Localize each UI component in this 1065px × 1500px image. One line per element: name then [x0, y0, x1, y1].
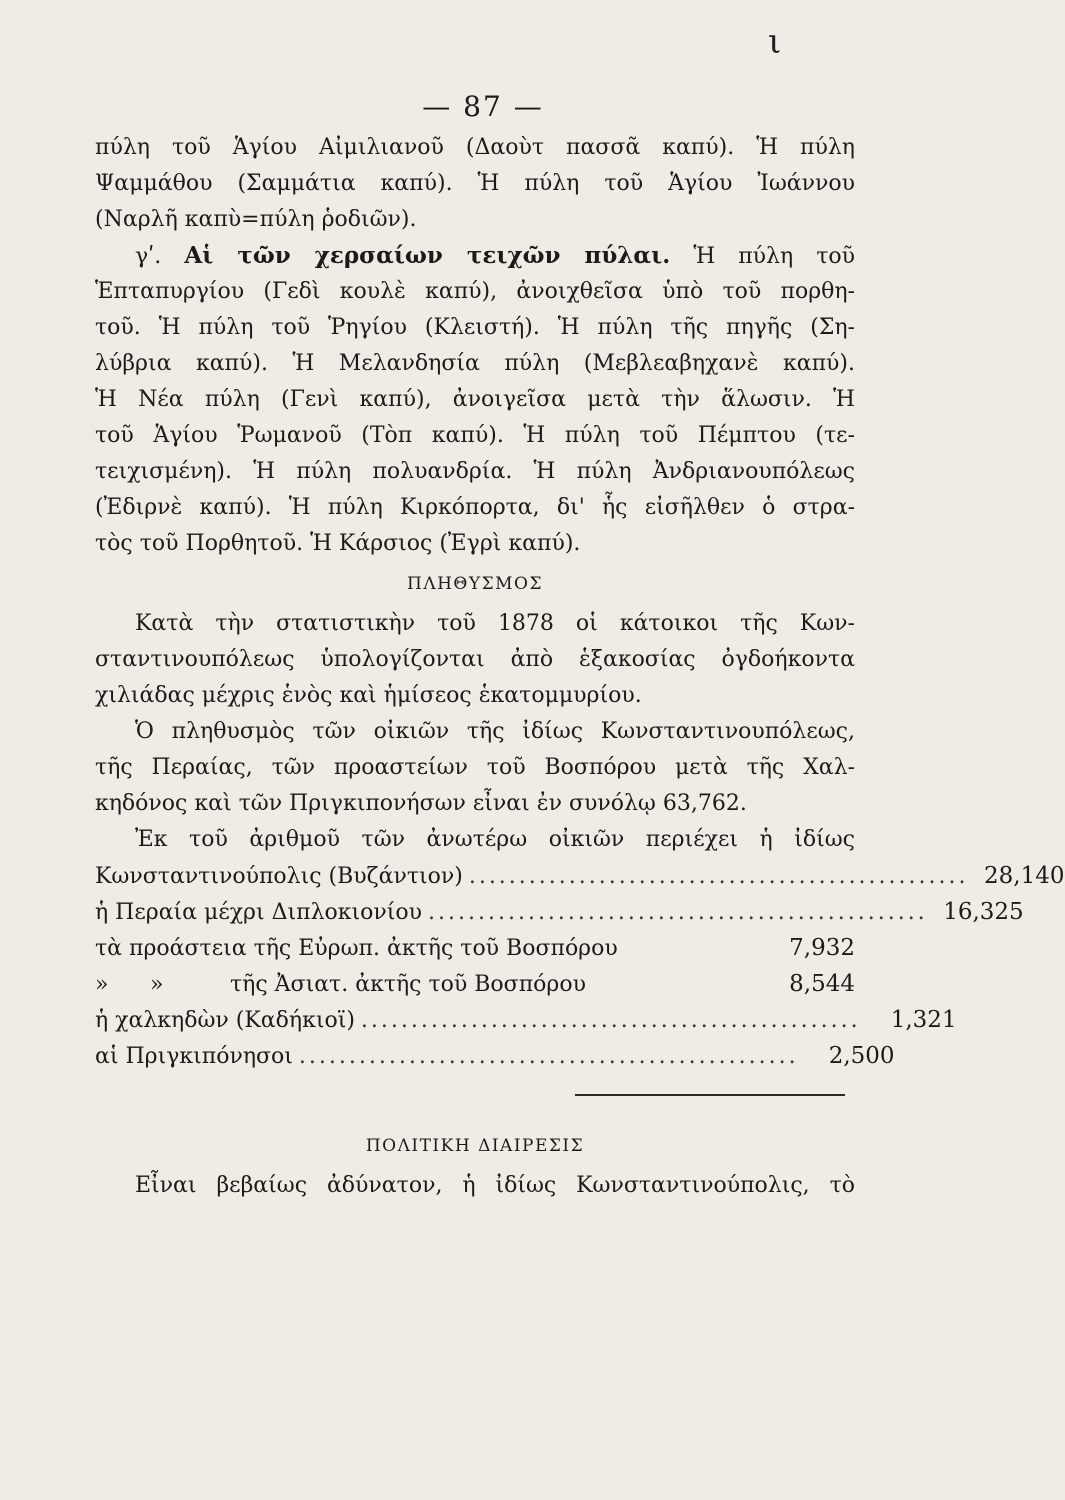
section-c-first-rest: Ἡ πύλη τοῦ	[693, 244, 856, 269]
text-line: τοῦ. Ἡ πύλη τοῦ Ῥηγίου (Κλειστή). Ἡ πύλη τῆς πηγῆς (Ση-	[95, 315, 855, 340]
row-value: 1,321	[890, 1007, 957, 1033]
row-value: 8,544	[789, 971, 855, 997]
row-label: ἡ Περαία μέχρι Διπλοκιονίου	[95, 900, 423, 925]
text-line: (Ναρλῆ καπὺ=πύλη ῥοδιῶν).	[95, 207, 417, 232]
text-line: τοῦ Ἁγίου Ῥωμανοῦ (Τὸπ καπύ). Ἡ πύλη τοῦ Πέμπτου (τε-	[95, 423, 855, 448]
heading-division: ΠΟΛΙΤΙΚΗ ΔΙΑΙΡΕΣΙΣ	[365, 1136, 585, 1156]
text-line: Κατὰ τὴν στατιστικὴν τοῦ 1878 οἱ κάτοικοι τῆς Κων-	[135, 611, 855, 636]
ditto-mark: »	[95, 972, 109, 997]
text-line: τὸς τοῦ Πορθητοῦ. Ἡ Κάρσιος (Ἐγρὶ καπύ).	[95, 531, 581, 556]
section-c-title-line	[95, 238, 855, 274]
table-row	[95, 894, 1024, 930]
corner-mark: ι	[768, 22, 782, 62]
row-label: » » τῆς Ἀσιατ. ἀκτῆς τοῦ Βοσπόρου	[95, 967, 586, 1003]
row-value: 28,140	[984, 863, 1065, 889]
row-value: 16,325	[943, 899, 1024, 925]
section-c-title: Αἱ τῶν χερσαίων τειχῶν πύλαι.	[184, 242, 671, 269]
row-value: 7,932	[789, 935, 855, 961]
text-line: Ἐκ τοῦ ἀριθμοῦ τῶν ἀνωτέρω οἰκιῶν περιέχει ἡ ἰδίως	[135, 827, 855, 852]
row-label: τὰ προάστεια τῆς Εὐρωπ. ἀκτῆς τοῦ Βοσπόρου	[95, 936, 618, 961]
leader-dots: ..................................................	[428, 900, 928, 925]
page-number: — 87 —	[422, 90, 544, 123]
leader-dots: ..................................................	[468, 864, 969, 889]
section-c-prefix: γʹ.	[135, 244, 162, 269]
text-line: Εἶναι βεβαίως ἀδύνατον, ἡ ἰδίως Κωνσταντινούπολις, τὸ	[135, 1173, 855, 1198]
houses-table	[95, 858, 1065, 1074]
page-body	[95, 130, 1065, 1204]
text-line: τῆς Περαίας, τῶν προαστείων τοῦ Βοσπόρου μετὰ τῆς Χαλ-	[95, 755, 855, 780]
text-line: τειχισμένη). Ἡ πύλη πολυανδρία. Ἡ πύλη Ἀνδριανουπόλεως	[95, 459, 855, 484]
total-rule	[575, 1094, 845, 1096]
table-row	[95, 930, 855, 966]
text-line: λύβρια καπύ). Ἡ Μελανδησία πύλη (Μεβλεαβηχανὲ καπύ).	[95, 351, 855, 376]
text-line: (Ἐδιρνὲ καπύ). Ἡ πύλη Κιρκόπορτα, δι' ἧς εἰσῆλθεν ὁ στρα-	[95, 495, 855, 520]
table-row	[95, 966, 855, 1002]
text-line: Ἑπταπυργίου (Γεδὶ κουλὲ καπύ), ἀνοιχθεῖσα ὑπὸ τοῦ πορθη-	[95, 279, 855, 304]
text-line: χιλιάδας μέχρις ἑνὸς καὶ ἡμίσεος ἑκατομμυρίου.	[95, 683, 642, 708]
row-label: ἡ χαλκηδὼν (Καδήκιοϊ)	[95, 1008, 355, 1033]
table-row	[95, 1038, 895, 1074]
leader-dots: ..................................................	[360, 1008, 861, 1033]
ditto-mark: »	[150, 972, 164, 997]
text-line: κηδόνος καὶ τῶν Πριγκιπονήσων εἶναι ἐν συνόλῳ 63,762.	[95, 791, 747, 816]
row-label: αἱ Πριγκιπόνησοι	[95, 1044, 293, 1069]
text-line: σταντινουπόλεως ὑπολογίζονται ἀπὸ ἑξακοσίας ὀγδοήκοντα	[95, 647, 855, 672]
row-value: 2,500	[828, 1043, 895, 1069]
table-row	[95, 1002, 957, 1038]
text-line: Ἡ Νέα πύλη (Γενὶ καπύ), ἀνοιγεῖσα μετὰ τὴν ἅλωσιν. Ἡ	[95, 387, 855, 412]
text-line: πύλη τοῦ Ἁγίου Αἰμιλιανοῦ (Δαοὺτ πασσᾶ καπύ). Ἡ πύλη	[95, 135, 855, 160]
heading-population: ΠΛΗΘΥΣΜΟΣ	[407, 574, 543, 594]
text-line: Ὁ πληθυσμὸς τῶν οἰκιῶν τῆς ἰδίως Κωνσταντινουπόλεως,	[135, 719, 855, 744]
leader-dots: ..................................................	[298, 1044, 799, 1069]
text-line: Ψαμμάθου (Σαμμάτια καπύ). Ἡ πύλη τοῦ Ἁγίου Ἰωάννου	[95, 171, 855, 196]
row-label: Κωνσταντινούπολις (Βυζάντιον)	[95, 864, 463, 889]
table-row	[95, 858, 1065, 894]
